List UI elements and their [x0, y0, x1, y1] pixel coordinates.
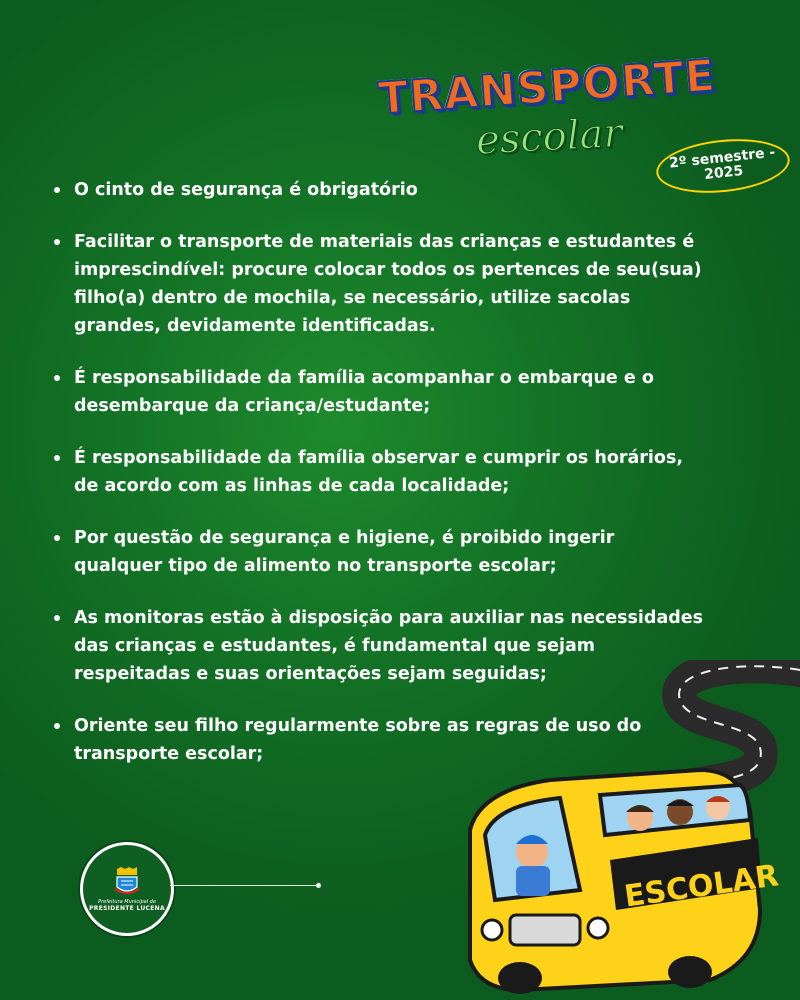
- bus-sign-text: ESCOLAR: [622, 858, 781, 915]
- list-item: Facilitar o transporte de materiais das crianças e estudantes é imprescindível: procure colocar todos os pertences de seu(sua) filho(a) dentro de mochila, se necessário, utilize sacolas grandes, devidamente identificadas.: [48, 228, 708, 340]
- school-bus: [470, 770, 781, 994]
- divider-line: [170, 885, 318, 886]
- list-item: As monitoras estão à disposição para auxiliar nas necessidades das crianças e estudantes, é fundamental que sejam respeitadas e suas orientações sejam seguidas;: [48, 604, 708, 688]
- crown-icon: [113, 867, 141, 897]
- list-item: Por questão de segurança e higiene, é proibido ingerir qualquer tipo de alimento no transporte escolar;: [48, 524, 708, 580]
- list-item: É responsabilidade da família observar e cumprir os horários, de acordo com as linhas de cada localidade;: [48, 444, 708, 500]
- page-title: TRANSPORTE: [376, 50, 718, 125]
- list-item: O cinto de segurança é obrigatório: [48, 176, 708, 204]
- semester-badge-text: 2º semestre - 2025: [668, 144, 776, 183]
- municipal-seal: [80, 842, 174, 936]
- list-item: Oriente seu filho regularmente sobre as regras de uso do transporte escolar;: [48, 712, 708, 768]
- bus-illustration: [440, 660, 800, 1000]
- seal-line-2: PRESIDENTE LUCENA: [89, 904, 165, 912]
- page-subtitle: escolar: [474, 110, 624, 164]
- list-item: É responsabilidade da família acompanhar o embarque e o desembarque da criança/estudante;: [48, 364, 708, 420]
- divider-dot: [316, 883, 321, 888]
- seal-line-1: Prefeitura Municipal de: [98, 898, 156, 905]
